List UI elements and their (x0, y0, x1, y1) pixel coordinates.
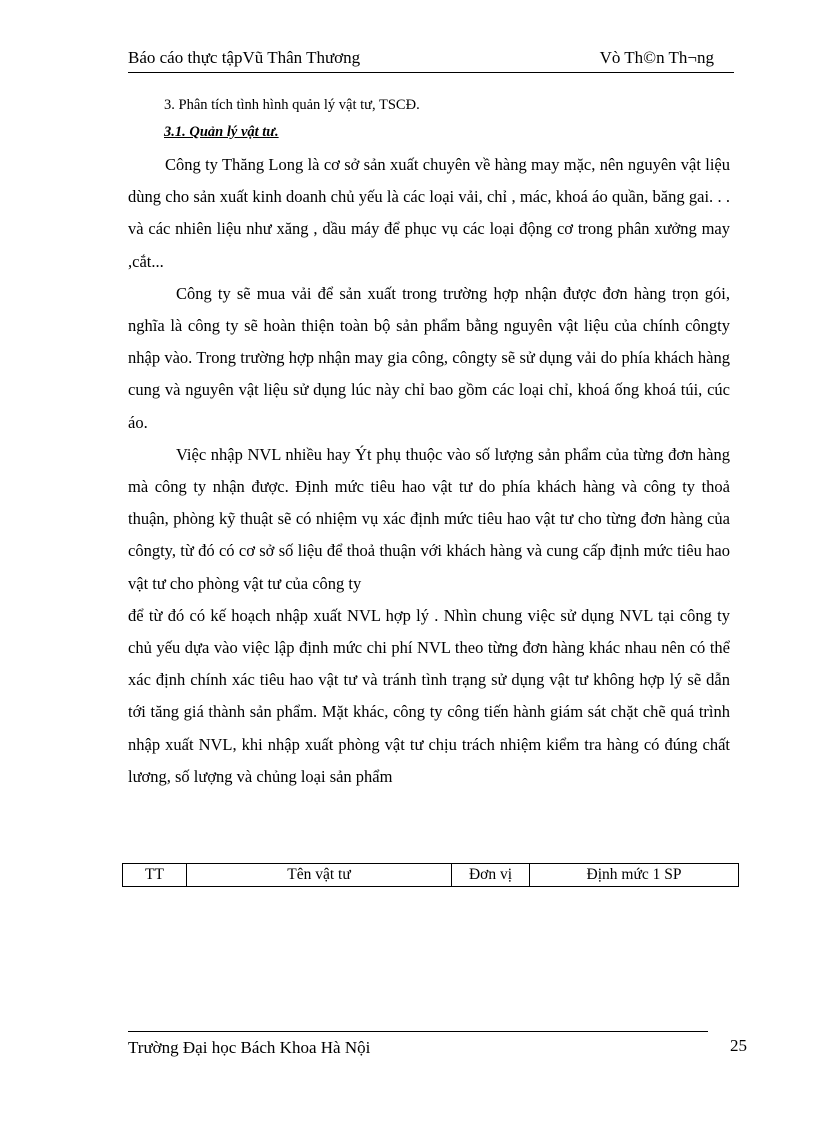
paragraph-3: Việc nhập NVL nhiều hay Ýt phụ thuộc vào số lượng sản phẩm của từng đơn hàng mà công ty nhận được. Định mức tiêu hao vật tư do phía khách hàng và công ty thoả thuận, phòng kỹ thuật sẽ có nhiệm vụ xác định mức tiêu hao vật tư cho từng đơn hàng của côngty, từ đó có cơ sở số liệu để thoả thuận với khách hàng và cung cấp định mức tiêu hao vật tư cho phòng vật tư của công ty (128, 444, 730, 593)
paragraph-1: Công ty Thăng Long là cơ sở sản xuất chuyên về hàng may mặc, nên nguyên vật liệu dùng cho sản xuất kinh doanh chủ yếu là các loại vải, chỉ , mác, khoá áo quần, băng gai. . . và các nhiên liệu như xăng , dầu máy để phục vụ các loại động cơ trong phân xưởng may ,cắt... (128, 155, 730, 271)
subsection-heading: 3.1. Quản lý vật tư. (164, 124, 279, 140)
footer-divider (128, 1031, 708, 1032)
header-report-title: Báo cáo thực tậpVũ Thân Thương (128, 48, 361, 67)
page-number: 25 (730, 1036, 747, 1055)
paragraph-4: để từ đó có kế hoạch nhập xuất NVL hợp lý . Nhìn chung việc sử dụng NVL tại công ty chủ yếu dựa vào việc lập định mức chi phí NVL theo từng đơn hàng khác nhau nên có thể xác định chính xác tiêu hao vật tư và tránh tình trạng sử dụng vật tư không hợp lý sẽ dẫn tới tăng giá thành sản phẩm. Mặt khác, công ty công tiến hành giám sát chặt chẽ quá trình nhập xuất NVL, khi nhập xuất phòng vật tư chịu trách nhiệm kiểm tra hàng có đúng chất lương, số lượng và chủng loại sản phẩm (128, 605, 730, 786)
col-header-tt: TT (123, 864, 187, 887)
col-header-norm-per-product: Định mức 1 SP (530, 864, 739, 887)
col-header-unit: Đơn vị (452, 864, 530, 887)
table-header-row (123, 864, 739, 887)
col-header-material-name: Tên vật tư (187, 864, 452, 887)
materials-table (122, 863, 739, 887)
paragraph-2: Công ty sẽ mua vải để sản xuất trong trường hợp nhận được đơn hàng trọn gói, nghĩa là công ty sẽ hoàn thiện toàn bộ sản phẩm bằng nguyên vật liệu của chính côngty nhập vào. Trong trường hợp nhận may gia công, côngty sẽ sử dụng vải do phía khách hàng cung và nguyên vật liệu sử dụng lúc này chỉ bao gồm các loại chỉ, khoá ống khoá túi, cúc áo. (128, 283, 730, 432)
page-header (128, 48, 734, 73)
section-heading: 3. Phân tích tình hình quản lý vật tư, TSCĐ. (164, 97, 420, 113)
body-text (128, 149, 730, 793)
footer-school-name: Trường Đại học Bách Khoa Hà Nội (128, 1038, 371, 1057)
materials-table-wrap (122, 863, 739, 887)
header-author: Vò Th©n Th¬ng (599, 48, 714, 67)
